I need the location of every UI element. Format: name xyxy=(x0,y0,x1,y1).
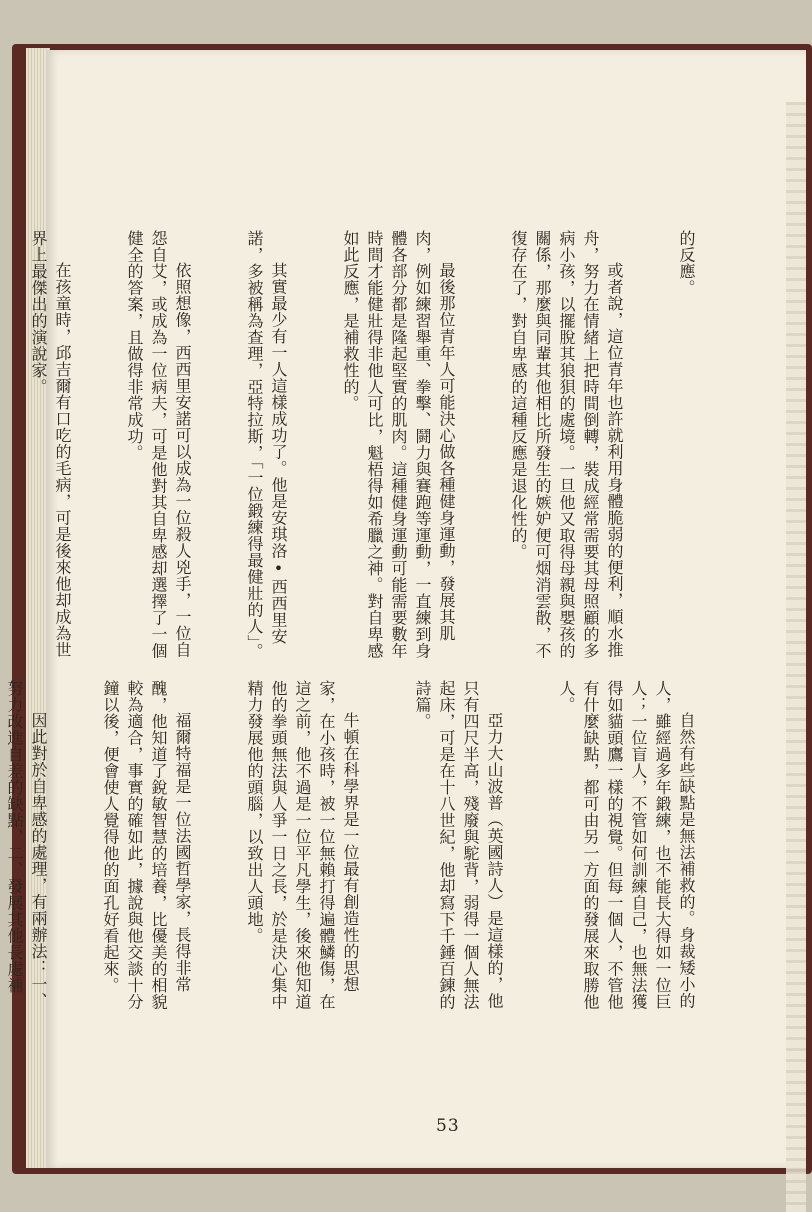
paragraph: 依照想像，西西里安諾可以成為一位殺人兇手，一位自怨自艾，或成為一位病夫，可是他對其自卑感却選擇了一個健全的答案，且做得非常成功。 xyxy=(125,230,192,659)
paragraph: 的反應。 xyxy=(677,230,696,296)
paragraph: 或者說，這位青年也許就利用身體脆弱的便利，順水推舟，努力在情緒上把時間倒轉，裝成經常需要其母照顧的多病小孩，以擺脫其狼狽的處境。一旦他又取得母親與嬰孩的關係，那麼與同輩其他相比所發生的嫉妒便可烟消雲散，不復存在了，對自卑感的這種反應是退化性的。 xyxy=(509,230,624,659)
paragraph: 亞力大山波普（英國詩人）是這樣的，他只有四尺半高，殘廢與駝背，弱得一個人無法起床，可是在十八世紀，他却寫下千錘百鍊的詩篇。 xyxy=(413,680,504,1010)
facing-page-bleed xyxy=(786,102,806,1212)
paragraph: 因此對於自卑感的處理，有兩辦法：一、努力改進自差的缺點，二、發展其他長處補 xyxy=(5,680,48,1009)
paragraph: 在孩童時，邱吉爾有口吃的毛病，可是後來他却成為世界上最傑出的演說家。 xyxy=(29,230,72,658)
page-number: 53 xyxy=(436,1116,460,1136)
lower-text-column xyxy=(5,680,746,1025)
paragraph: 其實最少有一人這樣成功了。他是安琪洛•西西里安諾，多被稱為查理，亞特拉斯，「一位鍛練得最健壯的人」。 xyxy=(245,230,288,660)
paragraph: 牛頓在科學界是一位最有創造性的思想家，在小孩時，被一位無賴打得遍體鱗傷，在這之前，他不過是一位平凡學生，後來他知道他的拳頭無法與人爭一日之長，於是決心集中精力發展他的頭腦，以致出人頭地。 xyxy=(245,680,360,1010)
paragraph: 最後那位青年人可能決心做各種健身運動，發展其肌肉，例如練習舉重、拳擊、鬪力與賽跑等運動，一直練到身體各部分都是隆起堅實的肌肉。這種健身運動可能需要數年時間才能健壯得非他人可比，魁梧得如希臘之神。對自卑感如此反應，是補救性的。 xyxy=(341,230,456,659)
book-page xyxy=(5,50,806,1168)
paragraph: 自然有些缺點是無法補救的。身裁矮小的人，雖經過多年鍛練，也不能長大得如一位巨人；一位盲人，不管如何訓練自己，也無法獲得如貓頭鷹一樣的視覺。但每一個人，不管他有什麼缺點，都可由另一方面的發展來取勝他人。 xyxy=(557,680,696,1010)
paragraph: 福爾特福是一位法國哲學家，長得非常醜，他知道了銳敏智慧的培養，比優美的相貌較為適合，事實的確如此，據說與他交談十分鐘以後，便會使人覺得他的面孔好看起來。 xyxy=(101,680,192,1010)
upper-text-column xyxy=(29,230,746,660)
